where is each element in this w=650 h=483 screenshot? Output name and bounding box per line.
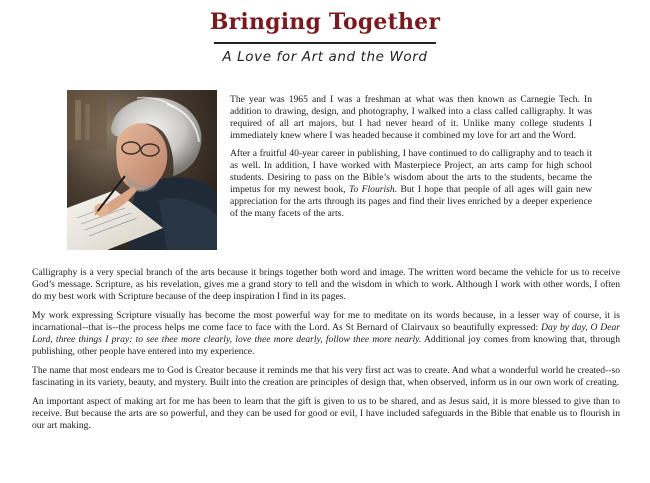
body-text — [32, 267, 620, 439]
page-subtitle: A Love for Art and the Word — [222, 48, 428, 65]
book-title: To Flourish — [348, 184, 395, 195]
calligrapher-at-work-image — [67, 90, 217, 250]
body-paragraph-2-end: Additional joy comes from knowing that, through publishing, other people have entered into my experience. — [32, 334, 620, 357]
intro-paragraph-1: The year was 1965 and I was a freshman at what was then known as Carnegie Tech. In addition to drawing, design, and photography, I walked into a class called calligraphy. It was required of all art majors, but I had never heard of it. Unlike many college students I immediately knew where I was headed because it combined my love for art and the Word. — [230, 94, 592, 141]
body-paragraph-1: Calligraphy is a very special branch of the arts because it brings together both word and image. The written word became the vehicle for us to receive God’s message. Scripture, as his revelation, gives me a grand story to tell and the wisdom in which to work. Although I work with other words, I often do my best work with Scripture because of the deep inspiration I find in its pages. — [32, 267, 620, 302]
page-title: Bringing Together — [209, 9, 441, 35]
intro-paragraph-2-end: . But I hope that people of all ages will gain new appreciation for the arts through its pages and find their lives enriched by a deeper experience of the many facets of the arts. — [230, 184, 593, 219]
intro-paragraph-2-start: After a fruitful 40-year career in publishing, I have continued to do calligraphy and to teach it as well. In addition, I have worked with Masterpiece Project, an arts camp for high school students. Desiring to pass on the Bible’s wisdom about the arts to the students, became the impetus for my newest book, — [230, 148, 592, 195]
body-paragraph-2 — [32, 310, 620, 358]
intro-text — [230, 94, 592, 226]
title-divider — [214, 42, 436, 44]
prayer-quote: Day by day, O Dear Lord, three things I pray: to see thee more clearly, love thee more dearly, follow thee more nearly. — [32, 322, 621, 345]
header — [0, 8, 650, 65]
intro-paragraph-2 — [230, 148, 592, 220]
body-paragraph-4: An important aspect of making art for me has been to learn that the gift is given to us to be shared, and as Jesus said, it is more blessed to give than to receive. But because the arts are so powerful, and they can be used for good or evil, I have included safeguards in the Bible that enable us to flourish in our art making. — [32, 396, 620, 431]
author-photo — [67, 90, 217, 250]
body-paragraph-2-start: My work expressing Scripture visually has become the most powerful way for me to meditate on its words because, in a lesser way of course, it is incarnational--that is--the process helps me come face to face with the Lord. As St Bernard of Clairvaux so beautifully expressed: — [32, 310, 620, 333]
body-paragraph-3: The name that most endears me to God is Creator because it reminds me that his very first act was to create. And what a wonderful world he created--so fascinating in its variety, beauty, and mystery. Built into the creation are principles of design that, when observed, inform us in our own work of creating. — [32, 365, 620, 388]
